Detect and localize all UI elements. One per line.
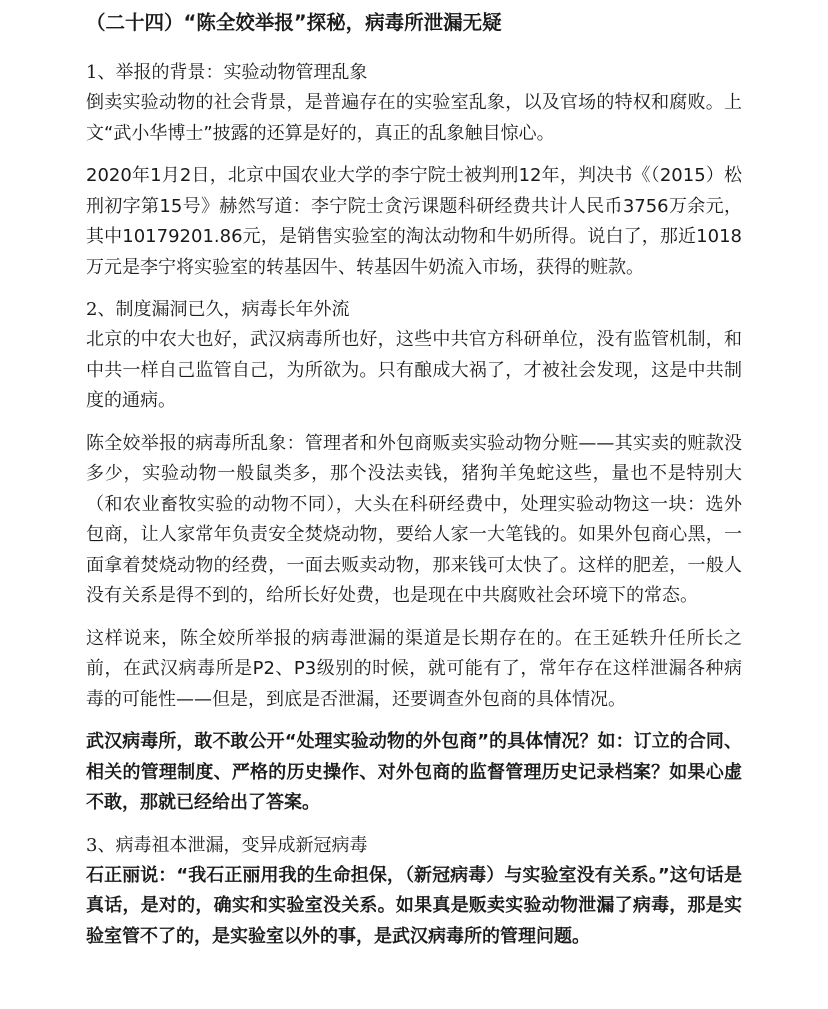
paragraph: 这样说来，陈全姣所举报的病毒泄漏的渠道是长期存在的。在王延轶升任所长之前，在武汉病毒所是P2、P3级别的时候，就可能有了，常年存在这样泄漏各种病毒的可能性——但是，到底是否泄漏，还要调查外包商的具体情况。 (86, 627, 742, 710)
section-heading-3: 3、病毒祖本泄漏，变异成新冠病毒 (86, 834, 368, 856)
paragraph: 倒卖实验动物的社会背景，是普遍存在的实验室乱象，以及官场的特权和腐败。上文“武小华博士”披露的还算是好的，真正的乱象触目惊心。 (86, 92, 742, 144)
section-heading-1: 1、举报的背景：实验动物管理乱象 (86, 62, 368, 83)
bold-paragraph: 武汉病毒所，敢不敢公开“处理实验动物的外包商”的具体情况？如：订立的合同、相关的管理制度、严格的历史操作、对外包商的监督管理历史记录档案？如果心虚不敢，那就已经给出了答案。 (86, 731, 742, 813)
bold-paragraph: 石正丽说：“我石正丽用我的生命担保，（新冠病毒）与实验室没有关系。”这句话是真话，是对的，确实和实验室没关系。如果真是贩卖实验动物泄漏了病毒，那是实验室管不了的，是实验室以外的事，是武汉病毒所的管理问题。 (86, 864, 742, 947)
paragraph: 北京的中农大也好，武汉病毒所也好，这些中共官方科研单位，没有监管机制，和中共一样自己监管自己，为所欲为。只有酿成大祸了，才被社会发现，这是中共制度的通病。 (86, 329, 742, 411)
article-title: （二十四）“陈全姣举报”探秘，病毒所泄漏无疑 (86, 11, 502, 34)
section-heading-2: 2、制度漏洞已久，病毒长年外流 (86, 299, 350, 320)
paragraph: 陈全姣举报的病毒所乱象：管理者和外包商贩卖实验动物分赃——其实卖的赃款没多少，实验动物一般鼠类多，那个没法卖钱，猪狗羊兔蛇这些，量也不是特别大（和农业畜牧实验的动物不同），大头在科研经费中，处理实验动物这一块：选外包商，让人家常年负责安全焚烧动物，要给人家一大笔钱的。如果外包商心黑，一面拿着焚烧动物的经费，一面去贩卖动物，那来钱可太快了。这样的肥差，一般人没有关系是得不到的，给所长好处费，也是现在中共腐败社会环境下的常态。 (86, 432, 742, 606)
paragraph: 2020年1月2日，北京中国农业大学的李宁院士被判刑12年，判决书《（2015）松刑初字第15号》赫然写道：李宁院士贪污课题科研经费共计人民币3756万余元，其中10179201.86元，是销售实验室的淘汰动物和牛奶所得。说白了，那近1018万元是李宁将实验室的转基因牛、转基因牛奶流入市场，获得的赃款。 (86, 165, 742, 278)
